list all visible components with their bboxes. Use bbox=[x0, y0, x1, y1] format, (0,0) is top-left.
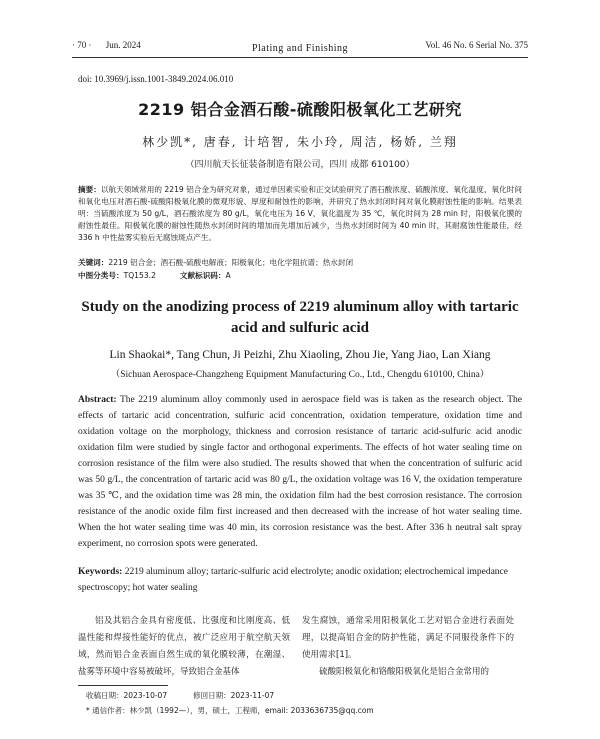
english-abstract bbox=[78, 392, 522, 552]
chinese-affiliation: （四川航天长征装备制造有限公司，四川 成都 610100） bbox=[185, 160, 415, 170]
revised-label: 修回日期： bbox=[193, 691, 231, 700]
issue-date: Jun. 2024 bbox=[105, 40, 141, 50]
footnote-dates bbox=[86, 690, 274, 701]
english-authors: Lin Shaokai*, Tang Chun, Ji Peizhi, Zhu Xiaoling, Zhou Jie, Yang Jiao, Lan Xiang bbox=[109, 349, 491, 361]
body-paragraph: 硫酸阳极氧化和铬酸阳极氧化是铝合金常用的 bbox=[319, 667, 490, 677]
received-label: 收稿日期： bbox=[86, 691, 124, 700]
classification-line bbox=[78, 270, 231, 282]
english-abstract-text: The 2219 aluminum alloy commonly used in aerospace field was is taken as the research object. The effects of tartaric acid concentration, sulfuric acid concentration, oxidation temperature, oxidation time and oxidation voltage on the morphology, thickness and corrosion resistance of tartaric acid-sulfuric acid anodic oxidation film were studied by single factor and orthogonal experiments. The effects of hot water sealing time on corrosion resistance of the film were also studied. The results showed that when the concentration of sulfuric acid was 50 g/L, the concentration of tartaric acid was 80 g/L, the oxidation voltage was 16 V, the oxidation temperature was 35 ℃, and the oxidation time was 28 min, the oxidation film had the best corrosion resistance. The corrosion resistance of the anodic oxide film first increased and then decreased with the increase of hot water sealing time. When the hot water sealing time was 40 min, its corrosion resistance was the best. After 336 h neutral salt spray experiment, no corrosion spots were generated. bbox=[78, 395, 522, 549]
page-number: · 70 · bbox=[72, 40, 92, 50]
body-paragraph: 铝及其铝合金具有密度低、比强度和比刚度高、低温性能和焊接性能好的优点，被广泛应用于航空航天领域，然而铝合金表面自然生成的氧化膜较薄，在潮湿、盐雾等环境中容易被破坏，导致铝合金基体 bbox=[78, 616, 290, 677]
body-paragraph-continued: 发生腐蚀，通常采用阳极氧化工艺对铝合金进行表面处理，以提高铝合金的防护性能，满足不同服役条件下的使用需求[1]。 bbox=[302, 616, 514, 660]
doi: doi: 10.3969/j.issn.1001-3849.2024.06.010 bbox=[78, 74, 234, 84]
footnote-author bbox=[86, 705, 374, 716]
chinese-keywords bbox=[78, 257, 522, 269]
body-column-left bbox=[78, 613, 290, 681]
doc-code: A bbox=[225, 271, 231, 280]
body-column-right bbox=[302, 613, 514, 681]
author-label: * 通信作者： bbox=[86, 706, 130, 715]
english-keywords-text: 2219 aluminum alloy; tartaric-sulfuric acid electrolyte; anodic oxidation; electrochemical impedance spectroscopy; hot water sealing bbox=[78, 567, 508, 593]
volume-info: Vol. 46 No. 6 Serial No. 375 bbox=[425, 40, 528, 50]
chinese-authors: 林少凯*, 唐春, 计培智, 朱小玲, 周洁, 杨娇, 兰翔 bbox=[142, 135, 458, 149]
english-title: Study on the anodizing process of 2219 aluminum alloy with tartaric acid and sulfuric acid bbox=[81, 299, 519, 336]
chinese-title: 2219 铝合金酒石酸-硫酸阳极氧化工艺研究 bbox=[138, 100, 462, 119]
english-affiliation: （Sichuan Aerospace-Changzheng Equipment Manufacturing Co., Ltd., Chengdu 610100, China） bbox=[110, 370, 490, 380]
doc-code-label: 文献标识码： bbox=[179, 271, 226, 280]
footnote-divider bbox=[78, 685, 168, 686]
chinese-abstract bbox=[78, 184, 522, 244]
chinese-keywords-text: 2219 铝合金；酒石酸-硫酸电解液；阳极氧化；电化学阻抗谱；热水封闭 bbox=[108, 258, 354, 267]
class-number: TQ153.2 bbox=[123, 271, 156, 280]
chinese-keywords-label: 关键词： bbox=[78, 258, 109, 267]
english-keywords bbox=[78, 564, 522, 596]
revised-date: 2023-11-07 bbox=[230, 691, 275, 700]
running-header bbox=[72, 36, 528, 58]
chinese-abstract-text: 以航天领域常用的 2219 铝合金为研究对象，通过单因素实验和正交试验研究了酒石酸浓度、硫酸浓度、氧化温度、氧化时间和氧化电压对酒石酸-硫酸阳极氧化膜的微观形貌、厚度和耐蚀性的影响，并研究了热水封闭时间对氧化膜耐蚀性能的影响。结果表明：当硫酸浓度为 50 g/L，酒石酸浓度为 80 g/L，氧化电压为 16 V，氧化温度为 35 ℃，氧化时间为 28 min 时，阳极氧化膜的耐蚀性最佳。阳极氧化膜的耐蚀性随热水封闭时间的增加而先增加后减少，当热水封闭时间为 40 min 时，其耐腐蚀性能最佳，经 336 h 中性盐雾实验后无腐蚀斑点产生。 bbox=[78, 185, 522, 242]
chinese-abstract-label: 摘要： bbox=[78, 185, 101, 194]
english-keywords-label: Keywords: bbox=[78, 567, 123, 577]
english-abstract-label: Abstract: bbox=[78, 395, 117, 405]
journal-name: Plating and Finishing bbox=[251, 43, 349, 54]
received-date: 2023-10-07 bbox=[123, 691, 168, 700]
author-info: 林少凯（1992—），男，硕士，工程师，email: 2033636735@qq.com bbox=[129, 706, 374, 715]
class-number-label: 中图分类号： bbox=[78, 271, 124, 280]
